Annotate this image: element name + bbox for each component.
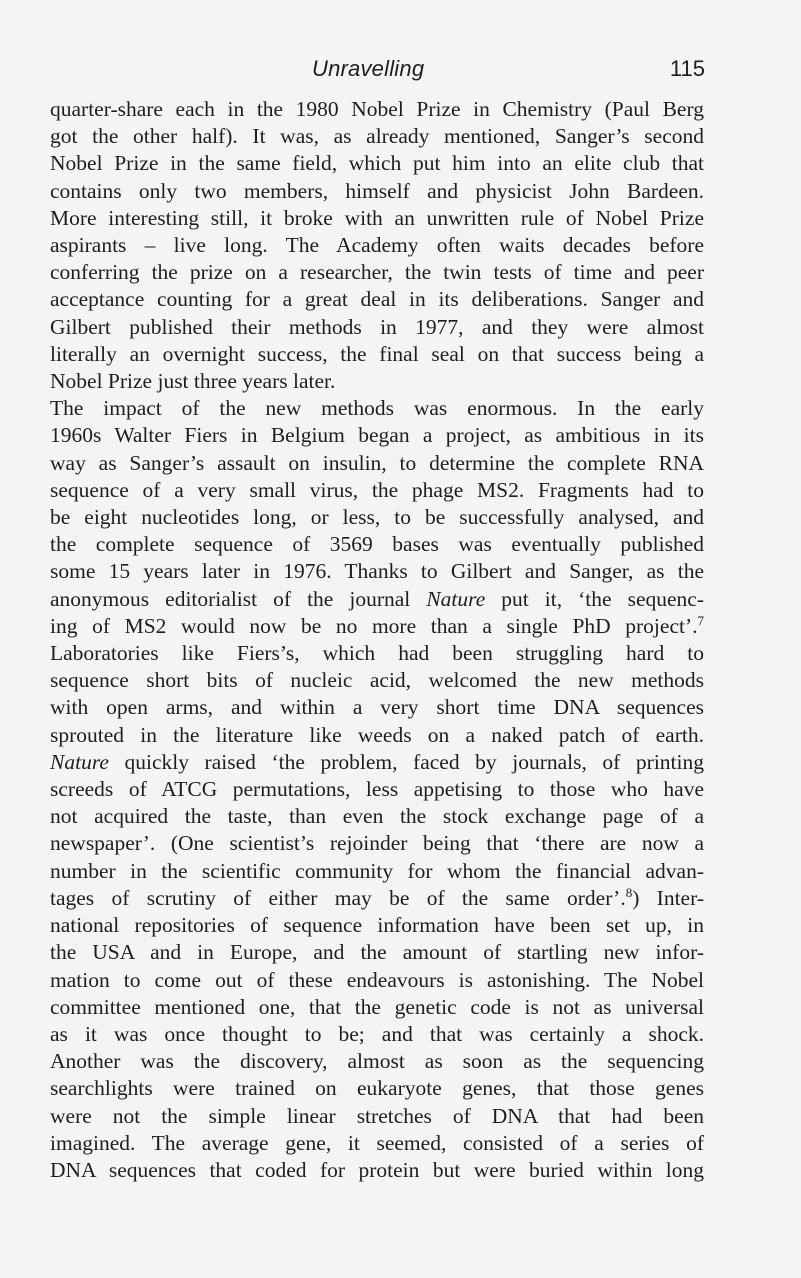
text-line: sequence short bits of nucleic acid, welcomed the new methods [50, 668, 704, 693]
text-line: literally an overnight success, the final seal on that success being a [50, 341, 704, 366]
text-line: 1960s Walter Fiers in Belgium began a project, as ambitious in its [50, 423, 704, 448]
text-line: with open arms, and within a very short time DNA sequences [50, 695, 704, 720]
journal-name: Nature [50, 749, 109, 774]
text-line: sprouted in the literature like weeds on a naked patch of earth. [50, 722, 704, 747]
text-line: screeds of ATCG permutations, less appetising to those who have [50, 777, 704, 802]
text-line: be eight nucleotides long, or less, to be successfully analysed, and [50, 505, 704, 530]
text-line: mation to come out of these endeavours is astonishing. The Nobel [50, 967, 704, 992]
text-line: newspaper’. (One scientist’s rejoinder being that ‘there are now a [50, 831, 704, 856]
text-line: aspirants – live long. The Academy often waits decades before [50, 233, 704, 258]
body-text [50, 96, 704, 1184]
text-line: were not the simple linear stretches of DNA that had been [50, 1103, 704, 1128]
text-line: Another was the discovery, almost as soon as the sequencing [50, 1049, 704, 1074]
text-line: contains only two members, himself and physicist John Bardeen. [50, 178, 704, 203]
text-line: anonymous editorialist of the journal Nature put it, ‘the sequenc- [50, 586, 704, 611]
text-line: the USA and in Europe, and the amount of startling new infor- [50, 940, 704, 965]
footnote-ref: 8 [625, 884, 633, 900]
text-line: More interesting still, it broke with an unwritten rule of Nobel Prize [50, 205, 704, 230]
running-title: Unravelling [312, 56, 425, 81]
text-line: as it was once thought to be; and that was certainly a shock. [50, 1021, 704, 1046]
text-line: Nobel Prize in the same field, which put him into an elite club that [50, 151, 704, 176]
text-line: Nature quickly raised ‘the problem, faced by journals, of printing [50, 749, 704, 774]
text-line: some 15 years later in 1976. Thanks to Gilbert and Sanger, as the [50, 559, 704, 584]
text-line: sequence of a very small virus, the phage MS2. Fragments had to [50, 477, 704, 502]
text-line: acceptance counting for a great deal in its deliberations. Sanger and [50, 287, 704, 312]
text-line: conferring the prize on a researcher, the twin tests of time and peer [50, 260, 704, 285]
text-line: imagined. The average gene, it seemed, consisted of a series of [50, 1130, 704, 1155]
text-line: ing of MS2 would now be no more than a single PhD project’.$^7$ [50, 612, 704, 638]
footnote-ref: 7 [697, 612, 704, 628]
journal-name: Nature [426, 586, 486, 611]
text-line: got the other half). It was, as already mentioned, Sanger’s second [50, 124, 704, 149]
text-line: not acquired the taste, than even the stock exchange page of a [50, 804, 704, 829]
running-header [0, 56, 801, 96]
text-line: Gilbert published their methods in 1977, and they were almost [50, 314, 704, 339]
text-line: searchlights were trained on eukaryote genes, that those genes [50, 1076, 704, 1101]
text-line: number in the scientific community for whom the financial advan- [50, 858, 704, 883]
page-number: 115 [669, 56, 705, 81]
text-line: tages of scrutiny of either may be of the same order’.$^8$) Inter- [50, 884, 704, 910]
text-line: the complete sequence of 3569 bases was eventually published [50, 532, 704, 557]
text-line: Laboratories like Fiers’s, which had been struggling hard to [50, 641, 704, 666]
text-line: The impact of the new methods was enormous. In the early [50, 396, 704, 421]
text-line: Nobel Prize just three years later. [50, 369, 336, 394]
text-line: quarter-share each in the 1980 Nobel Prize in Chemistry (Paul Berg [50, 97, 704, 121]
text-line: way as Sanger’s assault on insulin, to determine the complete RNA [50, 450, 704, 475]
text-line: committee mentioned one, that the genetic code is not as universal [50, 994, 704, 1019]
text-line: national repositories of sequence information have been set up, in [50, 913, 704, 938]
text-line: DNA sequences that coded for protein but were buried within long [50, 1157, 704, 1182]
